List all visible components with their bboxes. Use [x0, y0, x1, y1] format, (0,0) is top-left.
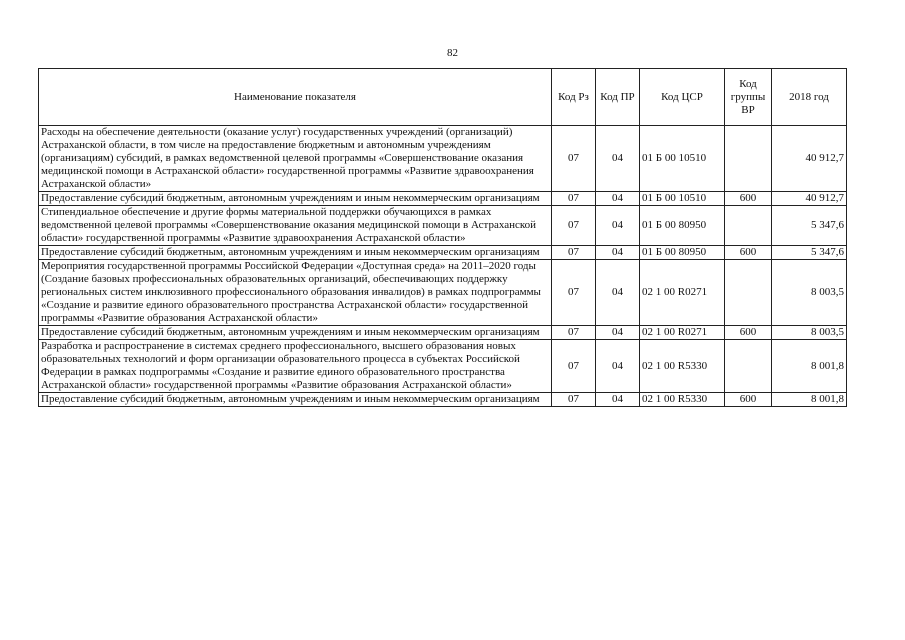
row-vr-cell	[725, 260, 772, 326]
table-row	[39, 192, 847, 206]
row-pr-cell: 04	[596, 126, 640, 192]
row-amount-cell: 5 347,6	[772, 246, 847, 260]
row-name-cell: Предоставление субсидий бюджетным, автономным учреждениям и иным некоммерческим организациям	[39, 192, 552, 206]
table-row	[39, 206, 847, 246]
row-name-cell: Разработка и распространение в системах среднего профессионального, высшего образования новых образовательных технологий и форм организации образовательного процесса в субъектах Российской Федерации в рамках подпрограммы «Создание и развитие единого образовательного пространства Астраханской области» государственной программы «Развитие образования Астраханской области»	[39, 340, 552, 393]
budget-table	[38, 68, 847, 407]
row-csr-cell: 02 1 00 R0271	[640, 260, 725, 326]
row-name-cell: Расходы на обеспечение деятельности (оказание услуг) государственных учреждений (организаций) Астраханской области, в том числе на предоставление бюджетным и автономным учреждениям (организациям) субсидий, в рамках ведомственной целевой программы «Совершенствование оказания медицинской помощи в Астраханской области» государственной программы «Развитие здравоохранения Астраханской области»	[39, 126, 552, 192]
row-name-cell: Стипендиальное обеспечение и другие формы материальной поддержки обучающихся в рамках ведомственной целевой программы «Совершенствование оказания медицинской помощи в Астраханской области» государственной программы «Развитие здравоохранения Астраханской области»	[39, 206, 552, 246]
header-rz: Код Рз	[552, 69, 596, 126]
row-amount-cell: 8 003,5	[772, 326, 847, 340]
table-header-row	[39, 69, 847, 126]
header-pr: Код ПР	[596, 69, 640, 126]
row-vr-cell: 600	[725, 246, 772, 260]
row-pr-cell: 04	[596, 260, 640, 326]
row-amount-cell: 40 912,7	[772, 192, 847, 206]
row-name-cell: Предоставление субсидий бюджетным, автономным учреждениям и иным некоммерческим организациям	[39, 246, 552, 260]
row-vr-cell: 600	[725, 393, 772, 407]
row-pr-cell: 04	[596, 340, 640, 393]
row-csr-cell: 02 1 00 R5330	[640, 393, 725, 407]
page-number: 82	[447, 47, 458, 59]
row-csr-cell: 02 1 00 R5330	[640, 340, 725, 393]
row-name-cell: Предоставление субсидий бюджетным, автономным учреждениям и иным некоммерческим организациям	[39, 326, 552, 340]
header-vr: Код группы ВР	[725, 69, 772, 126]
table-row	[39, 326, 847, 340]
row-vr-cell	[725, 126, 772, 192]
row-csr-cell: 01 Б 00 10510	[640, 192, 725, 206]
row-vr-cell: 600	[725, 192, 772, 206]
row-rz-cell: 07	[552, 206, 596, 246]
row-vr-cell: 600	[725, 326, 772, 340]
row-amount-cell: 8 001,8	[772, 340, 847, 393]
row-amount-cell: 8 001,8	[772, 393, 847, 407]
table-row	[39, 246, 847, 260]
row-amount-cell: 40 912,7	[772, 126, 847, 192]
row-csr-cell: 01 Б 00 10510	[640, 126, 725, 192]
row-pr-cell: 04	[596, 393, 640, 407]
row-rz-cell: 07	[552, 326, 596, 340]
row-name-cell: Предоставление субсидий бюджетным, автономным учреждениям и иным некоммерческим организациям	[39, 393, 552, 407]
row-rz-cell: 07	[552, 393, 596, 407]
row-rz-cell: 07	[552, 192, 596, 206]
row-csr-cell: 01 Б 00 80950	[640, 206, 725, 246]
row-pr-cell: 04	[596, 206, 640, 246]
row-rz-cell: 07	[552, 260, 596, 326]
header-year: 2018 год	[772, 69, 847, 126]
row-name-cell: Мероприятия государственной программы Российской Федерации «Доступная среда» на 2011–2020 годы (Создание базовых профессиональных образовательных организаций, обеспечивающих поддержку региональных систем инклюзивного профессионального образования инвалидов) в рамках подпрограммы «Создание и развитие единого образовательного пространства Астраханской области» государственной программы «Развитие образования Астраханской области»	[39, 260, 552, 326]
row-amount-cell: 8 003,5	[772, 260, 847, 326]
row-pr-cell: 04	[596, 326, 640, 340]
row-pr-cell: 04	[596, 192, 640, 206]
row-rz-cell: 07	[552, 340, 596, 393]
row-csr-cell: 02 1 00 R0271	[640, 326, 725, 340]
table-row	[39, 126, 847, 192]
row-csr-cell: 01 Б 00 80950	[640, 246, 725, 260]
row-vr-cell	[725, 206, 772, 246]
table-row	[39, 260, 847, 326]
row-vr-cell	[725, 340, 772, 393]
table-row	[39, 340, 847, 393]
header-name: Наименование показателя	[39, 69, 552, 126]
row-pr-cell: 04	[596, 246, 640, 260]
row-rz-cell: 07	[552, 126, 596, 192]
table-row	[39, 393, 847, 407]
header-csr: Код ЦСР	[640, 69, 725, 126]
row-rz-cell: 07	[552, 246, 596, 260]
row-amount-cell: 5 347,6	[772, 206, 847, 246]
